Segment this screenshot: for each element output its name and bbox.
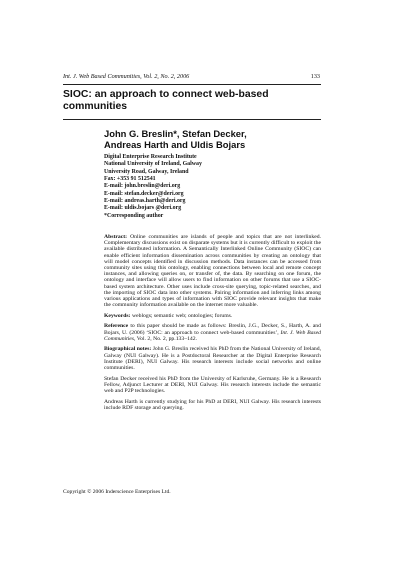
affiliation-block bbox=[104, 154, 321, 220]
author-line: Andreas Harth and Uldis Bojars bbox=[104, 139, 246, 151]
page-number: 133 bbox=[310, 73, 320, 80]
bio-label: Biographical notes: bbox=[104, 346, 152, 353]
abstract-paragraph bbox=[104, 234, 321, 308]
copyright-notice: Copyright © 2006 Inderscience Enterprises Ltd. bbox=[63, 489, 171, 495]
bio-paragraph: Stefan Decker received his PhD from the University of Karlsruhe, Germany. He is a Research Fellow, Adjunct Lecturer at DERI, NUI Galway. His research interests include the semantic web and P2P technologies. bbox=[104, 375, 321, 395]
title-rule bbox=[63, 119, 321, 120]
affiliation-address: University Road, Galway, Ireland bbox=[104, 168, 189, 175]
corresponding-author-note: *Corresponding author bbox=[104, 212, 164, 219]
bio-paragraph: Andreas Harth is currently studying for his PhD at DERI, NUI Galway. His research interests include RDF storage and querying. bbox=[104, 398, 321, 411]
reference-text: to this paper should be made as follows: Breslin, J.G., Decker, S., Harth, A. and Bojars, U. (2006) ‘SIOC: an approach to connect web-based communities’, bbox=[104, 323, 321, 336]
affiliation-email: E-mail: stefan.decker@deri.org bbox=[104, 190, 184, 197]
bio-paragraph bbox=[104, 346, 321, 371]
paper-title: SIOC: an approach to connect web-based communities bbox=[63, 89, 269, 112]
front-matter-body bbox=[104, 234, 321, 415]
abstract-label: Abstract: bbox=[104, 234, 128, 240]
affiliation-fax: Fax: +353 91 512541 bbox=[104, 176, 156, 183]
keywords-label: Keywords: bbox=[104, 312, 131, 319]
author-list bbox=[104, 128, 321, 151]
reference-journal: Int. J. Web Based Communities, bbox=[104, 329, 321, 342]
affiliation-institute: Digital Enterprise Research Institute bbox=[104, 154, 197, 160]
abstract-text: Online communities are islands of people and topics that are not interlinked. Complementary discussions exist on disparate systems but it is currently difficult to exploit the available distributed information. A Semantically Interlinked Online Community (SIOC) can enable efficient information dissemination across communities by creating an ontology that will model concepts identified in discussion methods. Data instances can be accessed from community sites using this ontology, enabling connections between local and remote concept instances, and allowing queries on, or transfer of, the data. By searching on one forum, the ontology and interface will allow users to find information on other forums that use a SIOC-based system architecture. Other uses include cross-site querying, topic-related searches, and the importing of SIOC data into other systems. Pairing information and inferring links among various applications and types of information with SIOC provide relevant insights that make the community information available on the internet more valuable. bbox=[104, 234, 322, 309]
bio-text: John G. Breslin received his PhD from the National University of Ireland, Galway (NUI Galway). He is a Postdoctoral Researcher at the Digital Enterprise Research Institute (DERI), NUI Galway. His research interests include social networks and online communities. bbox=[104, 346, 321, 372]
keywords-paragraph bbox=[104, 313, 321, 319]
reference-label: Reference bbox=[104, 323, 129, 330]
reference-paragraph bbox=[104, 323, 321, 342]
running-head-journal: Int. J. Web Based Communities, Vol. 2, No. 2, 2006 bbox=[63, 73, 190, 80]
affiliation-email: E-mail: andreas.harth@deri.org bbox=[104, 198, 186, 205]
reference-volume: Vol. 2, No. 2, pp.133–142. bbox=[136, 335, 198, 342]
header-rule bbox=[63, 84, 321, 85]
keywords-text: weblogs; semantic web; ontologies; forums. bbox=[131, 312, 233, 319]
affiliation-email: E-mail: john.breslin@deri.org bbox=[104, 183, 181, 190]
author-line: John G. Breslin*, Stefan Decker, bbox=[104, 128, 247, 139]
affiliation-email: E-mail: uldis.bojars @deri.org bbox=[104, 205, 182, 212]
affiliation-university: National University of Ireland, Galway bbox=[104, 161, 202, 168]
